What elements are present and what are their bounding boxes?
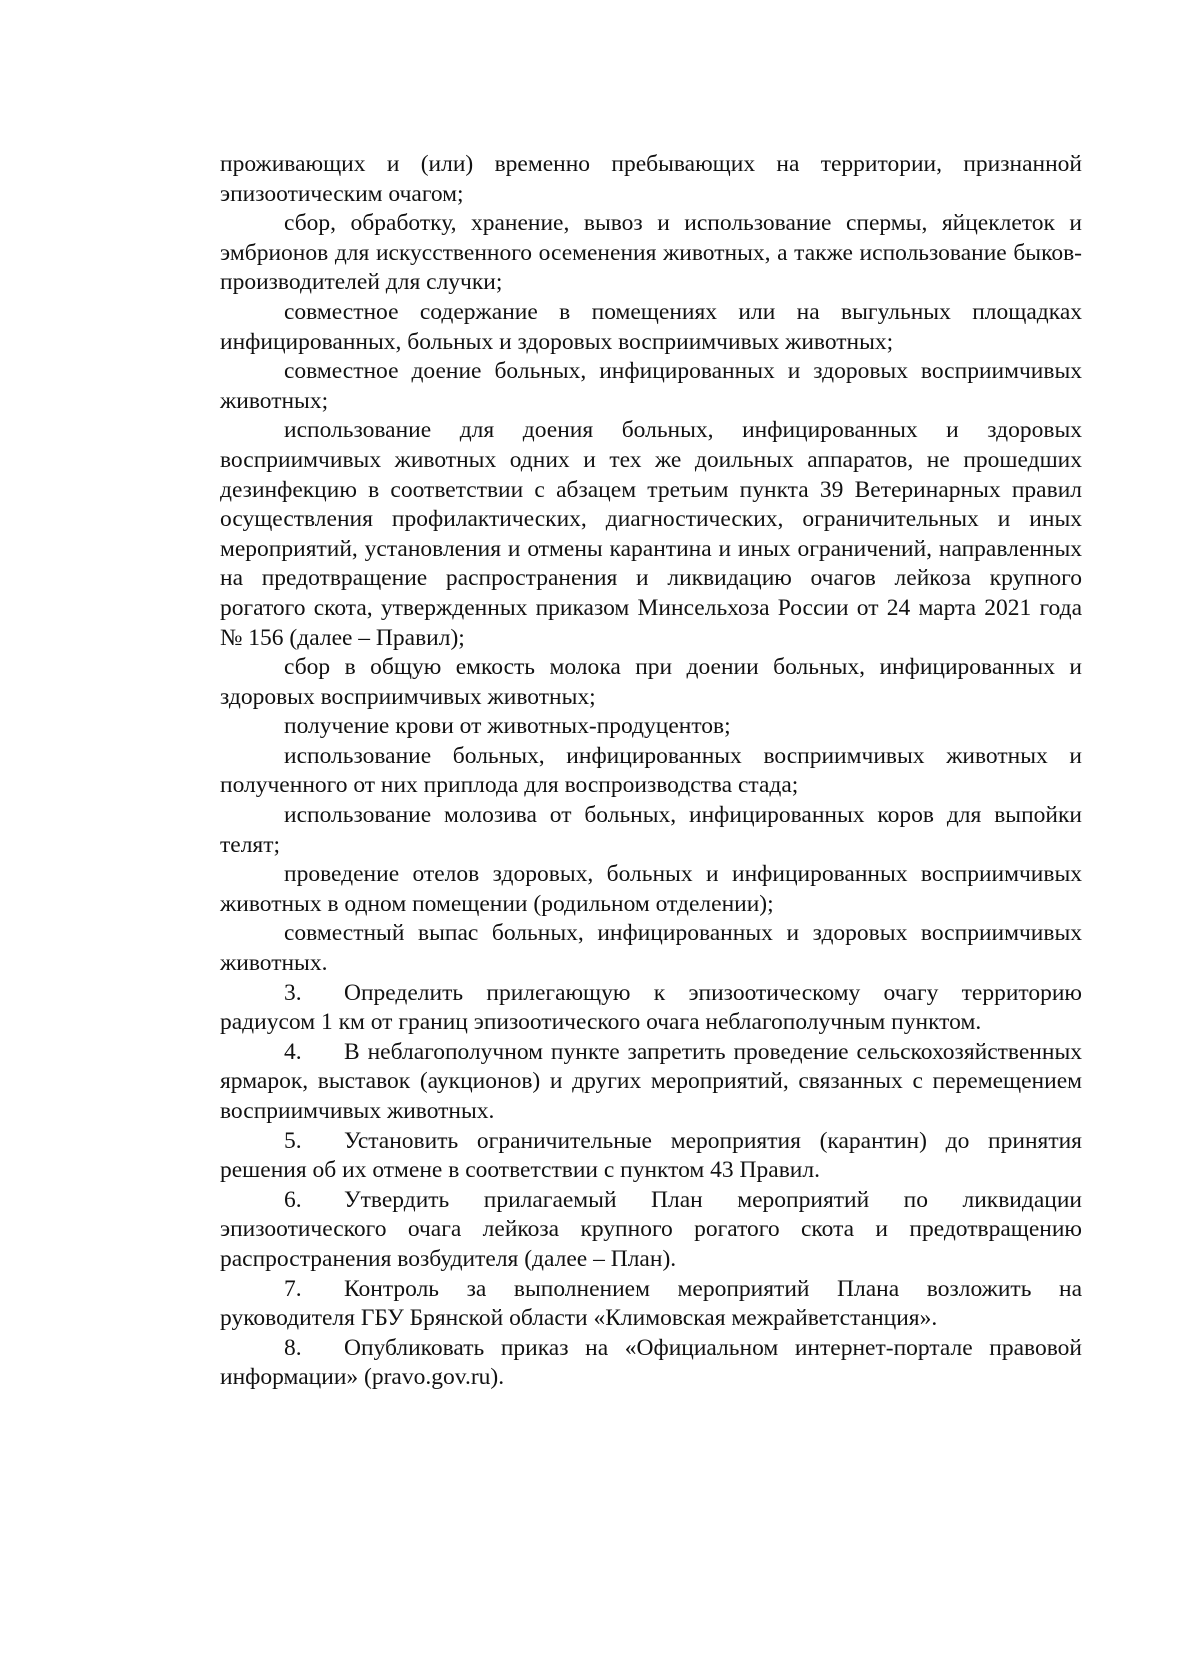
numbered-paragraph-8	[220, 1334, 1082, 1393]
list-item: сбор, обработку, хранение, вывоз и использование спермы, яйцеклеток и эмбрионов для искусственного осеменения животных, а также использование быков-производителей для случки;	[220, 210, 1082, 296]
list-item: совместное содержание в помещениях или на выгульных площадках инфицированных, больных и здоровых восприимчивых животных;	[220, 298, 1082, 355]
list-item: использование для доения больных, инфицированных и здоровых восприимчивых животных одних и тех же доильных аппаратов, не прошедших дезинфекцию в соответствии с абзацем третьим пункта 39 Ветеринарных правил осуществления профилактических, диагностических, ограничительных и иных мероприятий, установления и отмены карантина и иных ограничений, направленных на предотвращение распространения и ликвидацию очагов лейкоза крупного рогатого скота, утвержденных приказом Минсельхоза России от 24 марта 2021 года № 156 (далее – Правил);	[220, 417, 1082, 651]
paragraph-number: 5.	[284, 1127, 302, 1154]
numbered-paragraph-4	[220, 1038, 1082, 1127]
paragraph-text: Опубликовать приказ на «Официальном интернет-портале правовой информации» (pravo.gov.ru).	[220, 1334, 1082, 1391]
paragraph-number: 7.	[284, 1275, 302, 1302]
paragraph-text: Определить прилегающую к эпизоотическому очагу территорию радиусом 1 км от границ эпизоотического очага неблагополучным пунктом.	[220, 979, 1082, 1036]
paragraph-text: Установить ограничительные мероприятия (карантин) до принятия решения об их отмене в соответствии с пунктом 43 Правил.	[220, 1127, 1082, 1184]
paragraph-text: В неблагополучном пункте запретить проведение сельскохозяйственных ярмарок, выставок (аукционов) и других мероприятий, связанных с перемещением восприимчивых животных.	[220, 1038, 1082, 1124]
document-body	[220, 150, 1082, 1393]
numbered-paragraph-5	[220, 1127, 1082, 1186]
paragraph-number: 6.	[284, 1186, 302, 1213]
paragraph-text: Контроль за выполнением мероприятий Плана возложить на руководителя ГБУ Брянской области «Климовская межрайветстанция».	[220, 1275, 1082, 1332]
numbered-paragraph-7	[220, 1275, 1082, 1334]
list-item: совместное доение больных, инфицированных и здоровых восприимчивых животных;	[220, 358, 1082, 414]
list-item: совместный выпас больных, инфицированных и здоровых восприимчивых животных.	[220, 920, 1082, 977]
list-item: использование больных, инфицированных восприимчивых животных и полученного от них приплода для воспроизводства стада;	[220, 742, 1082, 799]
list-item: проведение отелов здоровых, больных и инфицированных восприимчивых животных в одном помещении (родильном отделении);	[220, 861, 1082, 917]
paragraph-continuation: проживающих и (или) временно пребывающих на территории, признанной эпизоотическим очагом;	[220, 151, 1082, 207]
list-item: использование молозива от больных, инфицированных коров для выпойки телят;	[220, 802, 1082, 858]
list-item: получение крови от животных-продуцентов;	[284, 713, 731, 740]
numbered-paragraph-6	[220, 1186, 1082, 1275]
paragraph-number: 8.	[284, 1334, 302, 1361]
paragraph-number: 3.	[284, 979, 302, 1006]
numbered-paragraph-3	[220, 979, 1082, 1038]
paragraph-text: Утвердить прилагаемый План мероприятий по ликвидации эпизоотического очага лейкоза крупного рогатого скота и предотвращению распространения возбудителя (далее – План).	[220, 1186, 1082, 1272]
list-item: сбор в общую емкость молока при доении больных, инфицированных и здоровых восприимчивых животных;	[220, 654, 1082, 710]
paragraph-number: 4.	[284, 1038, 302, 1065]
